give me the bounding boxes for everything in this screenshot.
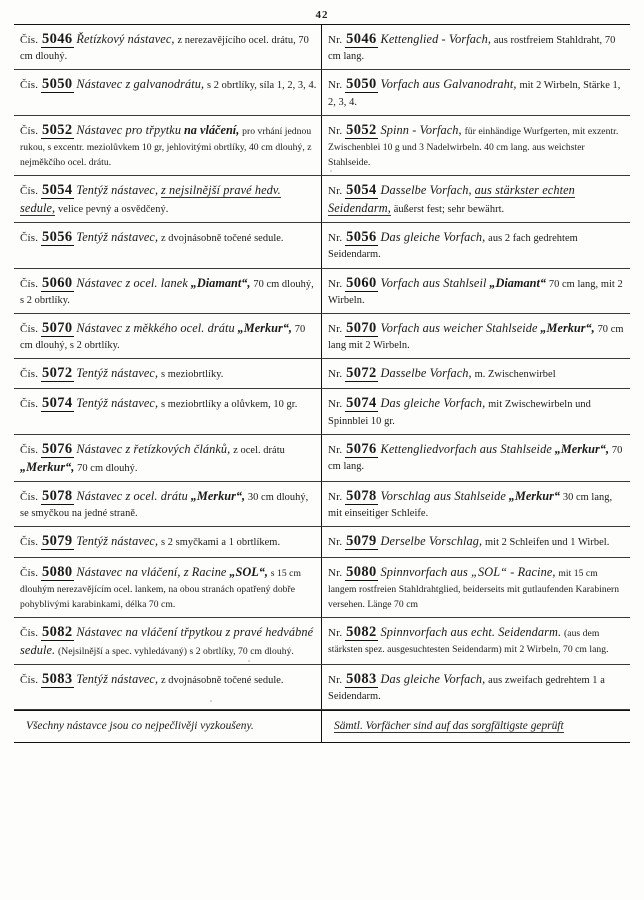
item-title-de: Dasselbe Vorfach, bbox=[380, 366, 472, 381]
row-czech bbox=[14, 116, 322, 175]
item-number-cs: Čís. 5080 bbox=[20, 563, 73, 580]
item-number-cs: Čís. 5046 bbox=[20, 31, 73, 47]
item-title-de: Dasselbe Vorfach, bbox=[380, 182, 472, 197]
row-czech bbox=[14, 558, 322, 617]
item-desc-de: aus zweifach gedrehtem 1 a Seidendarm. bbox=[328, 675, 605, 703]
item-desc-cs: z dvojnásobně točené sedule. bbox=[161, 675, 284, 687]
item-title-cs: Tentýž nástavec, bbox=[76, 672, 159, 687]
item-number-cs: Čís. 5050 bbox=[20, 76, 73, 93]
item-number-cs: Čís. 5070 bbox=[20, 319, 73, 336]
row-german bbox=[322, 269, 630, 313]
item-desc-cs: (Nejsilnější a spec. vyhledávaný) s 2 obrtlíky, 70 cm dlouhý. bbox=[58, 646, 294, 658]
item-desc-cs: 70 cm dlouhý, s 2 obrtlíky. bbox=[20, 278, 314, 306]
item-number-de: Nr. 5054 bbox=[328, 181, 377, 198]
item-brand-cs: „SOL“, bbox=[229, 564, 268, 579]
item-desc-cs: s meziobrtlíky a olůvkem, 10 gr. bbox=[161, 399, 298, 411]
table-row bbox=[14, 116, 630, 176]
table-row bbox=[14, 359, 630, 389]
item-number-de: Nr. 5080 bbox=[328, 563, 377, 580]
item-desc-cs-2: 70 cm dlouhý. bbox=[77, 462, 138, 474]
row-czech bbox=[14, 665, 322, 709]
table-row bbox=[14, 558, 630, 618]
item-number-de: Nr. 5076 bbox=[328, 440, 377, 457]
item-desc-cs: s 2 smyčkami a 1 obrtlíkem. bbox=[161, 537, 281, 549]
item-number-cs: Čís. 5078 bbox=[20, 487, 73, 504]
row-czech bbox=[14, 359, 322, 388]
item-title-cs-emph: na vláčení, bbox=[183, 122, 240, 137]
table-row bbox=[14, 223, 630, 268]
row-german bbox=[322, 618, 630, 664]
table-row bbox=[14, 269, 630, 314]
paper-speck bbox=[210, 700, 212, 702]
row-german bbox=[322, 527, 630, 556]
item-title-de: Das gleiche Vorfach, bbox=[380, 230, 486, 245]
row-czech bbox=[14, 176, 322, 222]
item-brand-cs: „Merkur“, bbox=[190, 488, 246, 503]
paper-speck bbox=[248, 660, 250, 662]
page-number: 42 bbox=[315, 9, 329, 21]
item-title-de: Vorfach aus weicher Stahlseide bbox=[380, 320, 538, 335]
item-title-cs: Tentýž nástavec, bbox=[76, 396, 159, 411]
row-german bbox=[322, 314, 630, 358]
item-title-de: Vorschlag aus Stahlseide bbox=[380, 488, 506, 503]
table-row bbox=[14, 482, 630, 527]
row-german bbox=[322, 558, 630, 617]
item-desc-cs: 70 cm dlouhý, s 2 obrtlíky. bbox=[20, 323, 306, 352]
item-title-de-underlined: aus stärkster echten Seidendarm, bbox=[328, 182, 575, 216]
table-row bbox=[14, 435, 630, 482]
item-title-de: Vorfach aus Stahlseil bbox=[380, 275, 487, 290]
item-number-de: Nr. 5079 bbox=[328, 533, 377, 550]
table-row bbox=[14, 665, 630, 710]
row-german bbox=[322, 389, 630, 433]
footer-german bbox=[322, 711, 630, 742]
row-czech bbox=[14, 25, 322, 69]
item-brand-de: „Merkur“ bbox=[508, 488, 560, 503]
item-desc-de: mit 2 Wirbeln, Stärke 1, 2, 3, 4. bbox=[328, 80, 621, 108]
item-number-de: Nr. 5083 bbox=[328, 671, 377, 688]
item-number-de: Nr. 5046 bbox=[328, 31, 377, 47]
item-title-cs: Nástavec z ocel. lanek bbox=[76, 275, 188, 290]
item-desc-de: äußerst fest; sehr bewährt. bbox=[393, 204, 505, 216]
item-desc-cs: z ocel. drátu bbox=[233, 444, 285, 456]
item-title-cs: Nástavec na vláčení třpytkou z pravé hedvábné sedule. bbox=[20, 624, 314, 658]
footer-row bbox=[14, 710, 630, 742]
item-number-de: Nr. 5072 bbox=[328, 365, 377, 382]
table-row bbox=[14, 618, 630, 665]
item-desc-cs: s meziobrtlíky. bbox=[161, 369, 224, 381]
item-desc-de: 70 cm lang mit 2 Wirbeln. bbox=[328, 323, 624, 352]
row-german bbox=[322, 359, 630, 388]
item-brand-de: „Diamant“ bbox=[489, 275, 547, 290]
item-number-cs: Čís. 5056 bbox=[20, 229, 73, 246]
item-desc-cs: z dvojnásobně točené sedule. bbox=[161, 233, 284, 245]
row-czech bbox=[14, 314, 322, 358]
item-title-cs: Řetízkový nástavec, bbox=[76, 32, 175, 46]
item-number-de: Nr. 5078 bbox=[328, 487, 377, 504]
item-desc-de: 70 cm lang, mit 2 Wirbeln. bbox=[328, 278, 623, 306]
table-row bbox=[14, 70, 630, 115]
item-brand-cs: „Merkur“, bbox=[20, 459, 75, 474]
item-number-de: Nr. 5082 bbox=[328, 623, 377, 640]
item-title-cs: Nástavec pro třpytku bbox=[76, 122, 182, 137]
item-number-cs: Čís. 5079 bbox=[20, 533, 73, 550]
item-title-de: Spinn - Vorfach, bbox=[380, 122, 462, 137]
item-desc-cs: s 15 cm dlouhým nerezavějícím ocel. lankem, na obou stranách opatřený dobře pohyblivými karabinkami, délka 70 cm. bbox=[20, 567, 301, 610]
item-title-de: Kettenglied - Vorfach, bbox=[380, 32, 492, 46]
item-number-cs: Čís. 5052 bbox=[20, 121, 73, 138]
item-title-cs: Tentýž nástavec, bbox=[76, 182, 159, 197]
row-german bbox=[322, 70, 630, 114]
item-number-de: Nr. 5070 bbox=[328, 319, 377, 336]
row-german bbox=[322, 482, 630, 526]
paper-speck bbox=[330, 170, 332, 172]
table-row bbox=[14, 25, 630, 70]
row-czech bbox=[14, 223, 322, 267]
row-czech bbox=[14, 527, 322, 556]
table-row bbox=[14, 176, 630, 223]
item-number-cs: Čís. 5054 bbox=[20, 181, 73, 198]
item-number-cs: Čís. 5082 bbox=[20, 623, 73, 640]
row-german bbox=[322, 665, 630, 709]
item-desc-cs: velice pevný a osvědčený. bbox=[58, 204, 169, 216]
row-czech bbox=[14, 269, 322, 313]
item-desc-cs: 30 cm dlouhý, se smyčkou na jedné straně. bbox=[20, 491, 309, 520]
item-desc-de: mit 2 Schleifen und 1 Wirbel. bbox=[485, 537, 610, 549]
item-title-cs: Nástavec z ocel. drátu bbox=[76, 488, 188, 503]
table-row bbox=[14, 527, 630, 557]
item-title-de: Das gleiche Vorfach, bbox=[380, 672, 486, 687]
item-desc-cs: pro vrhání jednou rukou, s excentr. meziolůvkem 10 gr, jehlovitými obrtlíky, 40 cm dlouhý, z nejměkčího ocel. drátu. bbox=[20, 125, 312, 168]
item-number-cs: Čís. 5083 bbox=[20, 671, 73, 688]
item-brand-cs: „Diamant“, bbox=[190, 275, 251, 290]
item-title-cs: Nástavec z galvanodrátu, bbox=[76, 77, 205, 92]
row-german bbox=[322, 25, 630, 69]
row-czech bbox=[14, 482, 322, 526]
item-desc-de: mit 15 cm langem rostfreien Stahldrahtglied, beiderseits mit gutlaufenden Karabinern versehen. Länge 70 cm bbox=[328, 567, 620, 610]
row-german bbox=[322, 435, 630, 481]
footer-czech bbox=[14, 711, 322, 742]
item-number-de: Nr. 5060 bbox=[328, 274, 377, 291]
item-desc-de: für einhändige Wurfgerten, mit exzentr. Zwischenblei 10 g und 3 Nadelwirbeln. 40 cm lang. aus weichster Stahlseide. bbox=[328, 125, 619, 168]
item-title-de: Derselbe Vorschlag, bbox=[380, 534, 483, 549]
item-desc-de: aus 2 fach gedrehtem Seidendarm. bbox=[328, 233, 578, 261]
item-title-de: Spinnvorfach aus echt. Seidendarm. bbox=[380, 624, 562, 639]
item-brand-cs: „Merkur“, bbox=[237, 320, 292, 335]
item-desc-de: (aus dem stärksten spez. ausgesuchtesten Seidendarm) mit 2 Wirbeln, 70 cm lang. bbox=[328, 627, 609, 656]
table-row bbox=[14, 389, 630, 434]
item-title-cs-underlined: z nejsilnější pravé hedv. sedule, bbox=[20, 182, 281, 216]
footer-note-cs: Všechny nástavce jsou co nejpečlivěji vyzkoušeny. bbox=[26, 720, 254, 733]
item-brand-de: „Merkur“, bbox=[540, 320, 595, 335]
item-number-de: Nr. 5056 bbox=[328, 229, 377, 246]
row-czech bbox=[14, 389, 322, 433]
item-desc-de: mit Zwischewirbeln und Spinnblei 10 gr. bbox=[328, 399, 591, 427]
item-brand-de: „Merkur“, bbox=[554, 441, 610, 456]
item-number-cs: Čís. 5060 bbox=[20, 274, 73, 291]
row-czech bbox=[14, 70, 322, 114]
item-desc-de: 70 cm lang. bbox=[328, 444, 623, 472]
item-desc-de: aus rostfreiem Stahldraht, 70 cm lang. bbox=[328, 35, 616, 63]
item-title-cs: Nástavec z měkkého ocel. drátu bbox=[76, 320, 235, 335]
row-czech bbox=[14, 618, 322, 664]
item-desc-de: m. Zwischenwirbel bbox=[474, 369, 556, 381]
item-title-cs: Tentýž nástavec, bbox=[76, 366, 159, 381]
item-desc-cs: z nerezavějícího ocel. drátu, 70 cm dlouhý. bbox=[20, 35, 309, 63]
item-title-cs: Nástavec z řetízkových článků, bbox=[76, 441, 231, 456]
footer-note-de: Sämtl. Vorfächer sind auf das sorgfältigste geprüft bbox=[334, 720, 564, 733]
item-title-de: Das gleiche Vorfach, bbox=[380, 396, 486, 411]
row-german bbox=[322, 116, 630, 175]
item-title-cs: Nástavec na vláčení, z Racine bbox=[76, 564, 227, 579]
item-desc-de: 30 cm lang, mit einseitiger Schleife. bbox=[328, 491, 613, 520]
row-czech bbox=[14, 435, 322, 481]
row-german bbox=[322, 223, 630, 267]
item-title-cs: Tentýž nástavec, bbox=[76, 534, 159, 549]
item-number-cs: Čís. 5074 bbox=[20, 395, 73, 412]
item-number-cs: Čís. 5076 bbox=[20, 440, 73, 457]
item-title-de: Spinnvorfach aus „SOL“ - Racine, bbox=[380, 564, 556, 579]
item-number-cs: Čís. 5072 bbox=[20, 365, 73, 382]
row-german bbox=[322, 176, 630, 222]
item-desc-cs: s 2 obrtlíky, síla 1, 2, 3, 4. bbox=[207, 80, 317, 92]
item-number-de: Nr. 5050 bbox=[328, 76, 377, 93]
item-title-de: Kettengliedvorfach aus Stahlseide bbox=[380, 441, 552, 456]
item-title-de: Vorfach aus Galvanodraht, bbox=[380, 77, 517, 92]
catalog-table bbox=[14, 24, 630, 743]
table-row bbox=[14, 314, 630, 359]
item-number-de: Nr. 5052 bbox=[328, 121, 377, 138]
item-title-cs: Tentýž nástavec, bbox=[76, 230, 159, 245]
item-number-de: Nr. 5074 bbox=[328, 395, 377, 412]
